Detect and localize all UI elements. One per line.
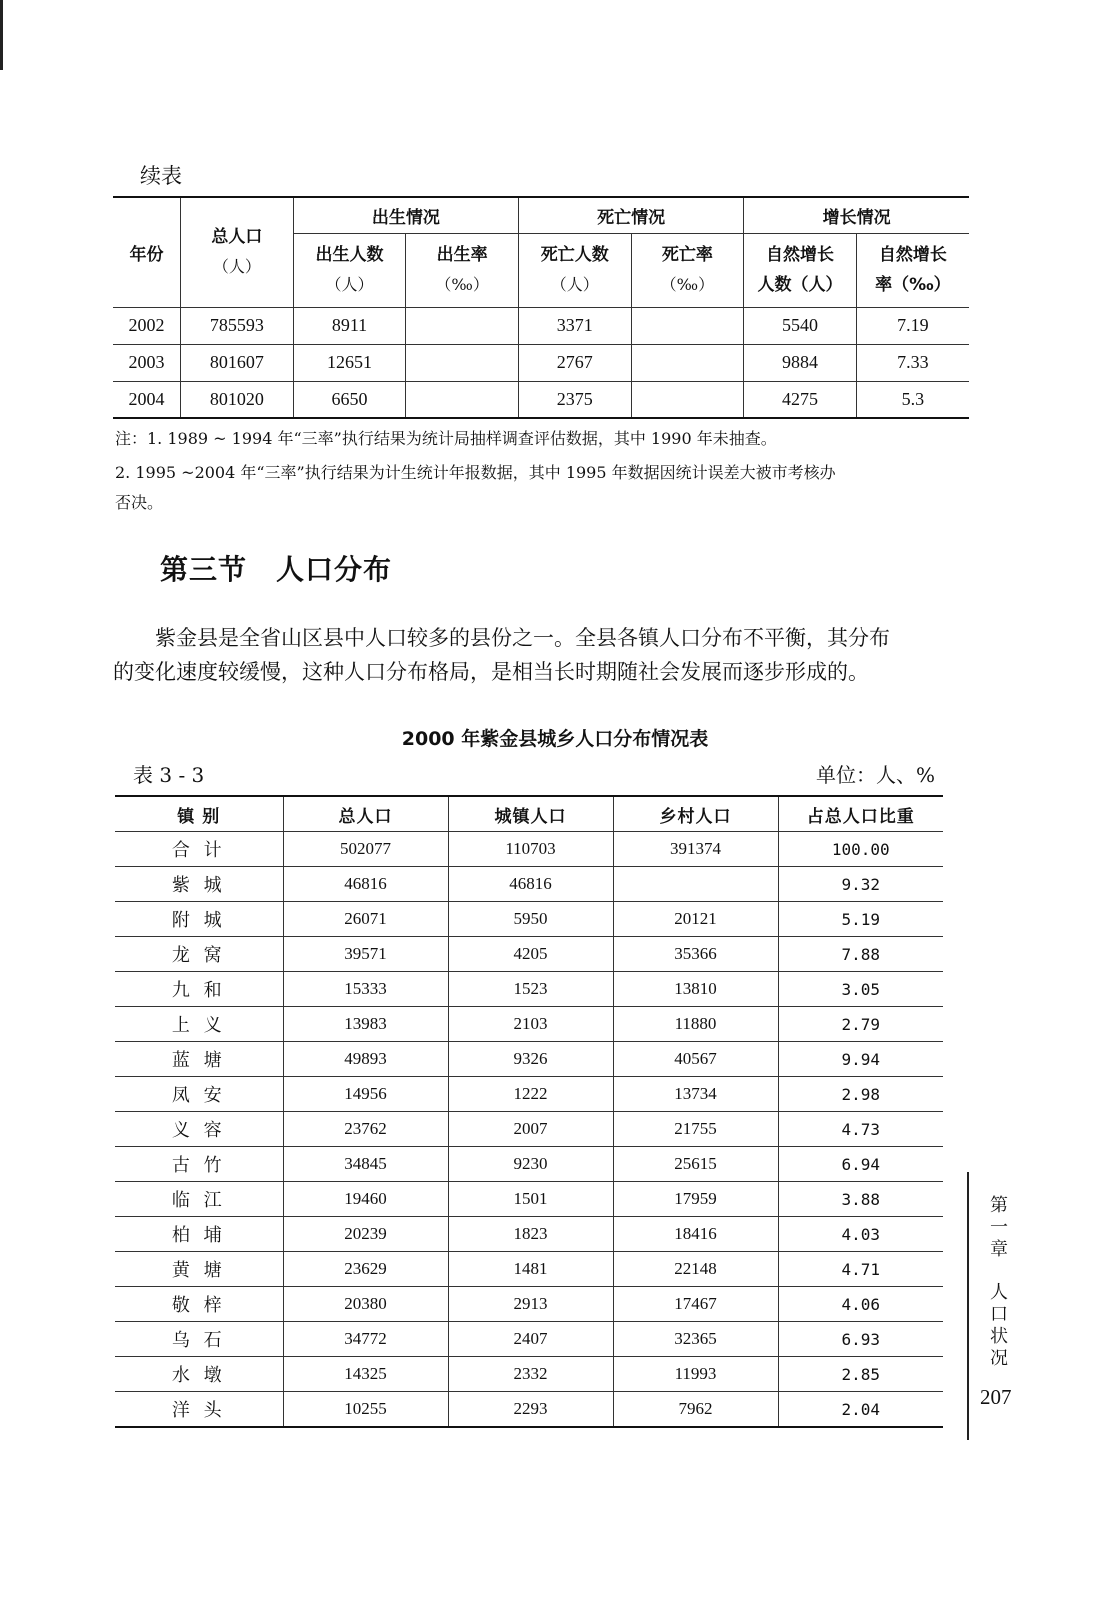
cell-growth-rate: 5.3 — [856, 381, 969, 418]
cell-town: 紫 城 — [115, 867, 283, 902]
table-row — [115, 1217, 943, 1252]
section-title: 第三节 人口分布 — [160, 553, 393, 586]
table-header-row — [115, 796, 943, 832]
cell-growth: 4275 — [744, 381, 857, 418]
table-row — [115, 1042, 943, 1077]
cell-growth-rate: 7.19 — [856, 307, 969, 344]
cell-death-rate — [631, 344, 744, 381]
cell-year: 2002 — [113, 307, 181, 344]
cell-total: 785593 — [181, 307, 294, 344]
header-growth-rate: 自然增长 率（‰） — [856, 233, 969, 307]
cell-town: 黄 塘 — [115, 1252, 283, 1287]
table-row — [113, 381, 969, 418]
cell-town: 柏 埔 — [115, 1217, 283, 1252]
table-cell: 11993 — [613, 1357, 778, 1392]
header-year: 年份 — [113, 197, 181, 307]
table-cell: 9326 — [448, 1042, 613, 1077]
table-number: 表 3 - 3 — [133, 763, 205, 787]
table-cell: 40567 — [613, 1042, 778, 1077]
table-cell: 3.88 — [778, 1182, 943, 1217]
table-cell: 2407 — [448, 1322, 613, 1357]
table-row — [115, 1007, 943, 1042]
table-cell: 26071 — [283, 902, 448, 937]
cell-birth-rate — [406, 344, 519, 381]
table-cell: 6.93 — [778, 1322, 943, 1357]
page-number: 207 — [980, 1385, 1012, 1409]
table-cell: 34772 — [283, 1322, 448, 1357]
table-cell: 18416 — [613, 1217, 778, 1252]
cell-town: 临 江 — [115, 1182, 283, 1217]
header-growth-group: 增长情况 — [744, 197, 969, 233]
cell-births: 12651 — [293, 344, 406, 381]
table-cell: 1523 — [448, 972, 613, 1007]
table-row — [113, 344, 969, 381]
table-cell: 2.04 — [778, 1392, 943, 1428]
table-cell: 23762 — [283, 1112, 448, 1147]
note-line-2: 2. 1995 ~2004 年“三率”执行结果为计生统计年报数据，其中 1995 年数据因统计误差大被市考核办 — [115, 463, 836, 482]
table-unit: 单位：人、% — [816, 763, 936, 787]
continued-label: 续表 — [140, 164, 182, 188]
table-row — [115, 1112, 943, 1147]
cell-births: 6650 — [293, 381, 406, 418]
cell-town: 乌 石 — [115, 1322, 283, 1357]
table-cell: 3.05 — [778, 972, 943, 1007]
table-cell: 23629 — [283, 1252, 448, 1287]
table-cell: 21755 — [613, 1112, 778, 1147]
table-row — [115, 1252, 943, 1287]
binding-edge-rule — [0, 0, 3, 70]
header-death-count: 死亡人数 （人） — [518, 233, 631, 307]
table-cell: 4.06 — [778, 1287, 943, 1322]
table-cell: 1823 — [448, 1217, 613, 1252]
note-line-3: 否决。 — [115, 493, 164, 512]
cell-town: 合 计 — [115, 832, 283, 867]
header-death-rate: 死亡率 （‰） — [631, 233, 744, 307]
table-cell: 9.94 — [778, 1042, 943, 1077]
cell-year: 2003 — [113, 344, 181, 381]
table-cell: 6.94 — [778, 1147, 943, 1182]
table-cell: 49893 — [283, 1042, 448, 1077]
column-header: 占总人口比重 — [778, 796, 943, 832]
header-growth-count: 自然增长 人数（人） — [744, 233, 857, 307]
table-row — [115, 1287, 943, 1322]
table-cell: 14325 — [283, 1357, 448, 1392]
table-cell: 5950 — [448, 902, 613, 937]
table-cell: 13983 — [283, 1007, 448, 1042]
table-cell: 46816 — [448, 867, 613, 902]
note-line-1: 注：1. 1989 ~ 1994 年“三率”执行结果为统计局抽样调查评估数据，其中 1990 年未抽查。 — [115, 429, 777, 448]
table-cell: 4.03 — [778, 1217, 943, 1252]
cell-town: 敬 梓 — [115, 1287, 283, 1322]
table-cell: 110703 — [448, 832, 613, 867]
table-cell: 2913 — [448, 1287, 613, 1322]
cell-town: 蓝 塘 — [115, 1042, 283, 1077]
table-cell: 20380 — [283, 1287, 448, 1322]
table-row — [115, 1147, 943, 1182]
table-row — [115, 972, 943, 1007]
table-row — [115, 1182, 943, 1217]
table-cell: 2.98 — [778, 1077, 943, 1112]
table-cell: 15333 — [283, 972, 448, 1007]
table-cell: 2103 — [448, 1007, 613, 1042]
table-cell: 20121 — [613, 902, 778, 937]
header-birth-group: 出生情况 — [293, 197, 518, 233]
cell-town: 附 城 — [115, 902, 283, 937]
table-cell — [613, 867, 778, 902]
table-row — [115, 902, 943, 937]
table-cell: 22148 — [613, 1252, 778, 1287]
table-cell: 13734 — [613, 1077, 778, 1112]
table-row — [115, 1077, 943, 1112]
header-birth-count: 出生人数 （人） — [293, 233, 406, 307]
cell-growth: 5540 — [744, 307, 857, 344]
table-cell: 502077 — [283, 832, 448, 867]
cell-town: 九 和 — [115, 972, 283, 1007]
cell-town: 洋 头 — [115, 1392, 283, 1428]
cell-growth: 9884 — [744, 344, 857, 381]
side-tab-chapter: 第一章 — [990, 1195, 1008, 1260]
table-cell: 7962 — [613, 1392, 778, 1428]
table-cell: 4205 — [448, 937, 613, 972]
vital-statistics-table — [113, 196, 969, 419]
table-cell: 39571 — [283, 937, 448, 972]
table-cell: 46816 — [283, 867, 448, 902]
table-cell: 391374 — [613, 832, 778, 867]
cell-total: 801607 — [181, 344, 294, 381]
table-cell: 25615 — [613, 1147, 778, 1182]
table-cell: 4.71 — [778, 1252, 943, 1287]
table-cell: 34845 — [283, 1147, 448, 1182]
table-row — [115, 832, 943, 867]
table-cell: 14956 — [283, 1077, 448, 1112]
table-title: 2000 年紫金县城乡人口分布情况表 — [401, 728, 709, 750]
table-cell: 17467 — [613, 1287, 778, 1322]
table-cell: 1481 — [448, 1252, 613, 1287]
column-header: 城镇人口 — [448, 796, 613, 832]
table-cell: 7.88 — [778, 937, 943, 972]
paragraph-line-2: 的变化速度较缓慢，这种人口分布格局，是相当长时期随社会发展而逐步形成的。 — [113, 660, 869, 684]
cell-deaths: 2375 — [518, 381, 631, 418]
header-total: 总人口 （人） — [181, 197, 294, 307]
table-cell: 2332 — [448, 1357, 613, 1392]
table-cell: 1501 — [448, 1182, 613, 1217]
table-row — [113, 307, 969, 344]
cell-town: 古 竹 — [115, 1147, 283, 1182]
side-tab-title: 人口状况 — [990, 1282, 1008, 1369]
cell-birth-rate — [406, 381, 519, 418]
table-cell: 100.00 — [778, 832, 943, 867]
header-birth-rate: 出生率 （‰） — [406, 233, 519, 307]
column-header: 乡村人口 — [613, 796, 778, 832]
column-header: 总人口 — [283, 796, 448, 832]
cell-birth-rate — [406, 307, 519, 344]
cell-deaths: 2767 — [518, 344, 631, 381]
table-cell: 13810 — [613, 972, 778, 1007]
cell-deaths: 3371 — [518, 307, 631, 344]
table-cell: 1222 — [448, 1077, 613, 1112]
table-cell: 17959 — [613, 1182, 778, 1217]
table-cell: 11880 — [613, 1007, 778, 1042]
cell-death-rate — [631, 381, 744, 418]
paragraph-line-1: 紫金县是全省山区县中人口较多的县份之一。全县各镇人口分布不平衡，其分布 — [113, 626, 890, 650]
cell-town: 龙 窝 — [115, 937, 283, 972]
cell-year: 2004 — [113, 381, 181, 418]
table-cell: 20239 — [283, 1217, 448, 1252]
header-death-group: 死亡情况 — [518, 197, 743, 233]
cell-town: 凤 安 — [115, 1077, 283, 1112]
table-cell: 19460 — [283, 1182, 448, 1217]
table-cell: 2.79 — [778, 1007, 943, 1042]
table-cell: 2293 — [448, 1392, 613, 1428]
table-cell: 32365 — [613, 1322, 778, 1357]
population-distribution-table — [115, 795, 943, 1428]
cell-births: 8911 — [293, 307, 406, 344]
table-cell: 10255 — [283, 1392, 448, 1428]
table-row — [115, 1357, 943, 1392]
cell-total: 801020 — [181, 381, 294, 418]
table-cell: 2007 — [448, 1112, 613, 1147]
cell-growth-rate: 7.33 — [856, 344, 969, 381]
table-cell: 9.32 — [778, 867, 943, 902]
cell-town: 水 墩 — [115, 1357, 283, 1392]
table-row — [115, 867, 943, 902]
table-cell: 5.19 — [778, 902, 943, 937]
table-row — [115, 937, 943, 972]
table-cell: 2.85 — [778, 1357, 943, 1392]
cell-death-rate — [631, 307, 744, 344]
table-row — [115, 1392, 943, 1428]
cell-town: 义 容 — [115, 1112, 283, 1147]
side-tab-rule — [967, 1172, 969, 1440]
cell-town: 上 义 — [115, 1007, 283, 1042]
table-cell: 9230 — [448, 1147, 613, 1182]
column-header: 镇 别 — [115, 796, 283, 832]
table-cell: 35366 — [613, 937, 778, 972]
table-row — [115, 1322, 943, 1357]
table-cell: 4.73 — [778, 1112, 943, 1147]
